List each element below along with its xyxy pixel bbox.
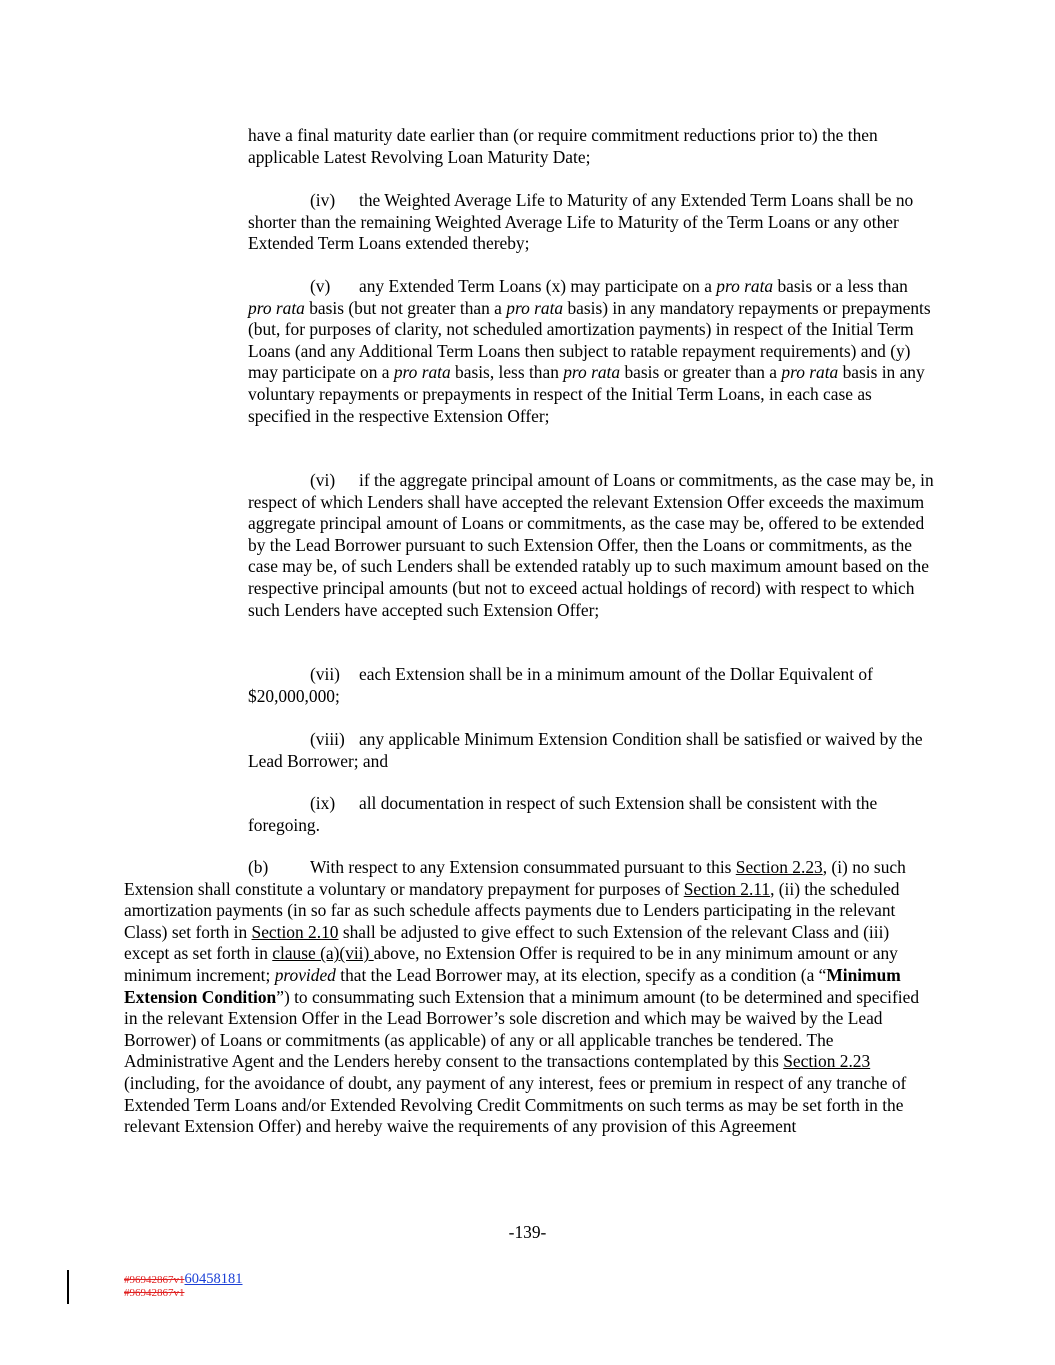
paragraph-text: have a final maturity date earlier than (or require commitment reductions prior to) the then applicable Latest Revolving Loan Maturity Date; [248,125,878,167]
clause-number: (b) [248,857,269,877]
section-reference: Section 2.10 [251,921,339,942]
clause-vi [248,470,934,621]
clause-text: (including, for the avoidance of doubt, any payment of any interest, fees or premium in respect of any tranche of Extended Term Loans and/or Extended Revolving Credit Commitments on such terms as may be set forth in the relevant Extension Offer) and hereby waive the requirements of any provision of this Agreement [124,1072,907,1137]
clause-number: (viii) [310,729,345,749]
clause-text: basis, less than [450,362,564,383]
clause-text: , (i) no such Extension shall constitute a voluntary or mandatory prepayment for purposes of [124,857,906,899]
deleted-doc-id: #96942867v1 [124,1274,185,1286]
defined-term: Minimum Extension Condition [124,964,901,1007]
italic-term: provided [274,964,336,985]
clause-b [124,857,924,1138]
italic-term: pro rata [781,362,839,383]
clause-text: any Extended Term Loans (x) may participate on a [359,276,717,296]
italic-term: pro rata [393,362,451,383]
italic-term: pro rata [563,362,621,383]
clause-text: basis (but not greater than a [304,297,507,318]
clause-text: basis or a less than [773,276,908,296]
clause-text: basis or greater than a [620,362,782,383]
clause-text: ”) to consummating such Extension that a minimum amount (to be determined and specified in the relevant Extension Offer in the Lead Borrower’s sole discretion and which may be waived by the Lead Borrower) of Loans or commitments (as applicable) of any or all applicable tranches be tendered. The Administrative Agent and the Lenders hereby consent to the transactions contemplated by this [124,986,920,1072]
clause-text: all documentation in respect of such Extension shall be consistent with the foregoing. [248,793,878,835]
clause-text: shall be adjusted to give effect to such Extension of the relevant Class and (iii) except as set forth in [124,921,890,964]
clause-text: that the Lead Borrower may, at its election, specify as a condition (a “ [335,964,827,985]
clause-vii [248,664,934,707]
document-id-footer [124,1273,243,1300]
clause-number: (v) [310,276,331,296]
section-reference: clause (a)(vii) [272,943,374,964]
section-reference: Section 2.23 [735,857,823,877]
clause-text: , (ii) the scheduled amortization payments (in so far as such schedule affects payments due to Lenders participating in the relevant Class) set forth in [124,878,900,942]
clause-number: (ix) [310,793,336,813]
section-reference: Section 2.11 [683,878,771,899]
clause-text: each Extension shall be in a minimum amount of the Dollar Equivalent of $20,000,000; [248,664,873,706]
italic-term: pro rata [248,297,305,318]
clause-v [248,276,934,427]
clause-text: basis in any voluntary repayments or prepayments in respect of the Initial Term Loans, in each case as specified in the respective Extension Offer; [248,362,925,426]
italic-term: pro rata [716,276,774,296]
clause-number: (vii) [310,664,340,684]
italic-term: pro rata [506,297,564,318]
clause-number: (iv) [310,190,336,210]
clause-text: With respect to any Extension consummated pursuant to this [310,857,736,877]
clause-text: above, no Extension Offer is required to be in any minimum amount or any minimum increment; [124,943,898,985]
clause-text: the Weighted Average Life to Maturity of any Extended Term Loans shall be no shorter than the remaining Weighted Average Life to Maturity of the Term Loans or any other Extended Term Loans extended thereby; [248,190,914,254]
deleted-doc-id: #96942867v1 [124,1287,185,1299]
clause-ix [248,793,934,836]
section-reference: Section 2.23 [783,1051,871,1072]
clause-number: (vi) [310,470,336,490]
clause-text: any applicable Minimum Extension Condition shall be satisfied or waived by the Lead Borrower; and [248,729,923,771]
paragraph-continuation [248,125,934,168]
page-number: -139- [508,1222,547,1242]
clause-iv [248,190,934,255]
change-bar [67,1270,69,1304]
clause-text: basis) in any mandatory repayments or prepayments (but, for purposes of clarity, not scheduled amortization payments) in respect of the Initial Term Loans (and any Additional Term Loans then subject to ratable repayment requirements) and (y) may participate on a [248,297,931,383]
clause-viii [248,729,934,772]
inserted-doc-id: 60458181 [184,1271,243,1287]
clause-text: if the aggregate principal amount of Loans or commitments, as the case may be, in respect of which Lenders shall have accepted the relevant Extension Offer exceeds the maximum aggregate principal amount of Loans or commitments, as the case may be, offered to be extended by the Lead Borrower pursuant to such Extension Offer, then the Loans or commitments, as the case may be, of such Lenders shall be extended ratably up to such maximum amount based on the respective principal amounts (but not to exceed actual holdings of record) with respect to which such Lenders have accepted such Extension Offer; [248,470,934,620]
